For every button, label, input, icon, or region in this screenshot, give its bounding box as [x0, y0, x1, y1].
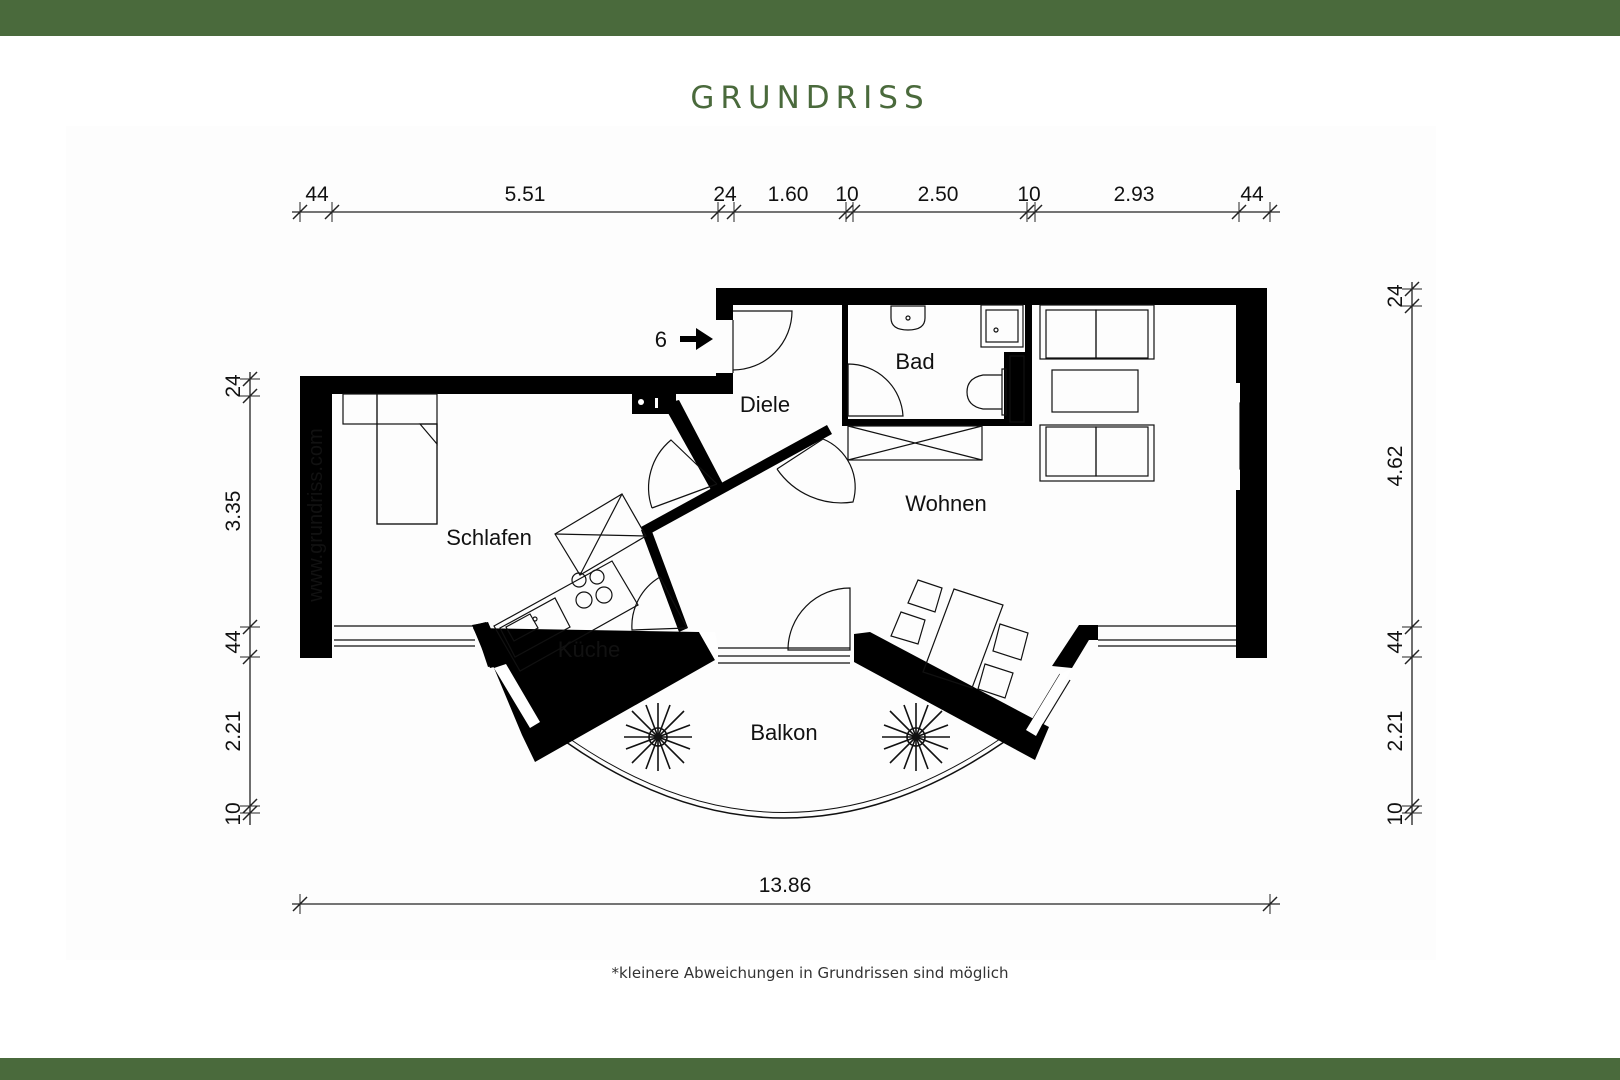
room-label-balkon: Balkon	[750, 720, 818, 745]
dim-top-3: 24	[713, 183, 737, 206]
dim-left-1: 24	[222, 374, 245, 398]
balcony-outline	[566, 739, 1004, 818]
dim-left-5: 10	[222, 802, 245, 826]
dim-top-2: 5.51	[504, 183, 546, 206]
dim-top-7: 10	[1017, 183, 1041, 206]
entrance-arrow-icon	[680, 328, 713, 350]
left-dimension-line	[240, 372, 260, 825]
built-in-unit-left	[555, 494, 646, 575]
dim-total-width: 13.86	[758, 874, 812, 897]
disclaimer-note: *kleinere Abweichungen in Grundrissen sind möglich	[611, 964, 1009, 982]
dim-right-4: 2.21	[1384, 710, 1407, 752]
built-in-unit-bath	[848, 426, 982, 460]
dim-top-1: 44	[305, 183, 329, 206]
room-label-schlafen: Schlafen	[446, 525, 532, 550]
dim-top-5: 10	[835, 183, 859, 206]
plant-right	[882, 703, 950, 771]
entrance-label: 6	[654, 327, 667, 352]
dim-right-1: 24	[1384, 284, 1407, 308]
bottom-accent-bar	[0, 1058, 1620, 1080]
dim-right-3: 44	[1384, 630, 1407, 654]
dim-right-5: 10	[1384, 802, 1407, 826]
page-title: GRUNDRISS	[690, 80, 930, 116]
sofa-set	[1040, 305, 1154, 481]
dim-top-4: 1.60	[767, 183, 809, 206]
room-label-wohnen: Wohnen	[905, 491, 987, 516]
watermark: www.grundriss.com	[305, 428, 327, 602]
plant-left	[624, 703, 692, 771]
dim-left-3: 44	[222, 630, 245, 654]
bed	[343, 394, 437, 524]
room-label-bad: Bad	[895, 349, 935, 374]
room-label-diele: Diele	[739, 392, 791, 417]
dim-right-2: 4.62	[1384, 445, 1407, 487]
dim-left-4: 2.21	[222, 710, 245, 752]
dim-top-8: 2.93	[1113, 183, 1155, 206]
bottom-dimension-line	[292, 894, 1280, 914]
room-label-kueche: Küche	[557, 637, 621, 662]
dim-left-2: 3.35	[222, 490, 245, 532]
dim-top-9: 44	[1240, 183, 1264, 206]
dim-top-6: 2.50	[917, 183, 959, 206]
